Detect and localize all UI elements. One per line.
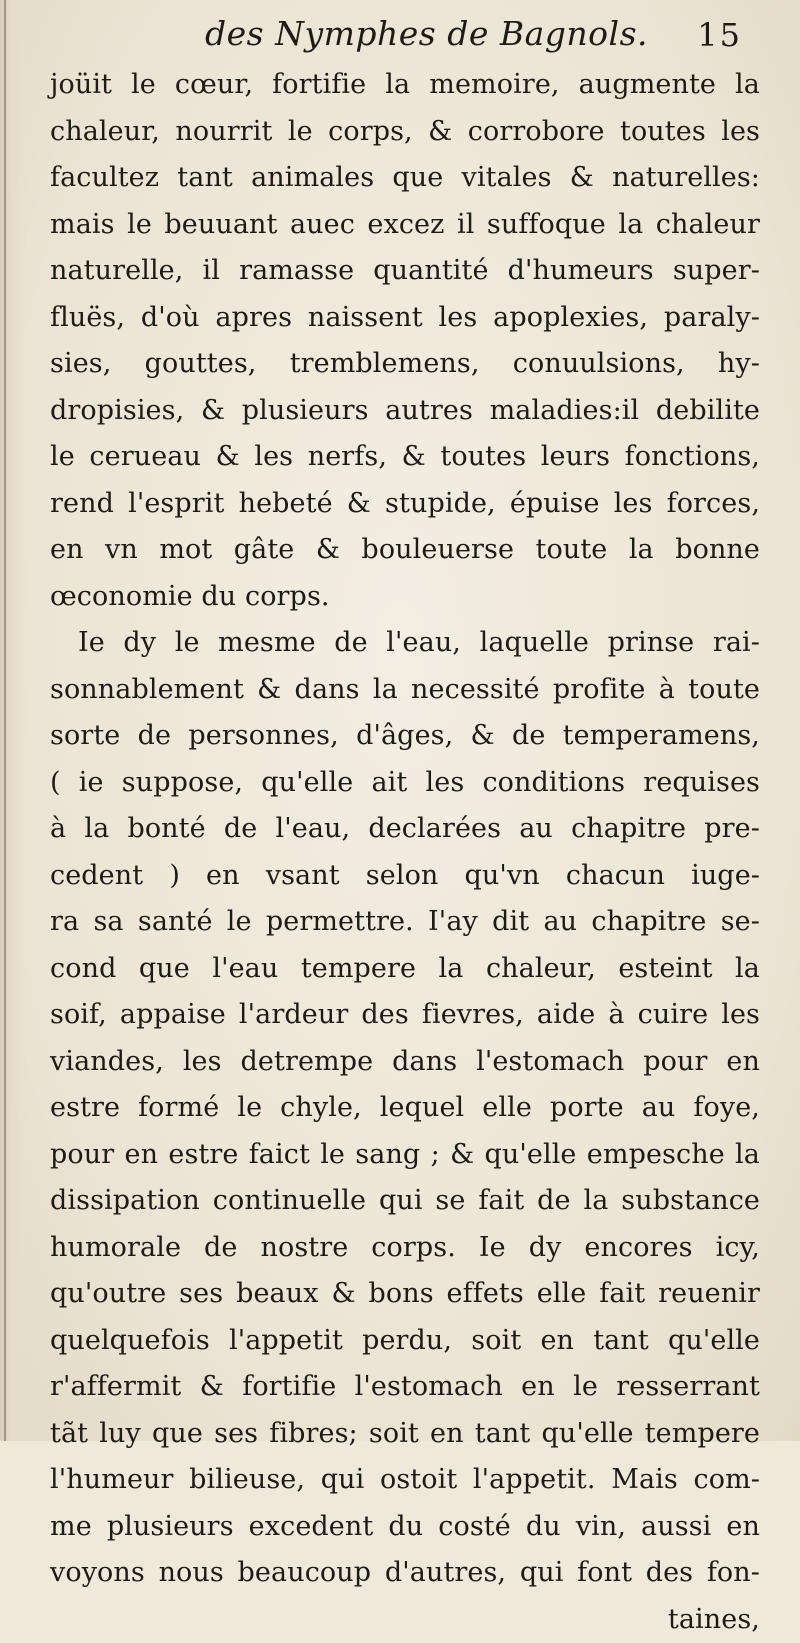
spine-edge [4,0,6,1441]
text-line: sies, gouttes, tremblemens, conuulsions, hy- [50,341,760,388]
page-number: 15 [697,16,742,54]
text-line: naturelle, il ramasse quantité d'humeurs super- [50,248,760,295]
text-line: voyons nous beaucoup d'autres, qui font des fon- [50,1550,760,1597]
text-line: qu'outre ses beaux & bons effets elle fait reuenir [50,1271,760,1318]
text-line: joüit le cœur, fortifie la memoire, augmente la [50,62,760,109]
text-line: cedent ) en vsant selon qu'vn chacun iuge- [50,853,760,900]
body-text [50,62,760,1643]
text-line: me plusieurs excedent du costé du vin, aussi en [50,1504,760,1551]
running-head [0,14,800,62]
text-line: dissipation continuelle qui se fait de la substance [50,1178,760,1225]
text-line: sorte de personnes, d'âges, & de temperamens, [50,713,760,760]
text-line: rend l'esprit hebeté & stupide, épuise les forces, [50,481,760,528]
text-line: soif, appaise l'ardeur des fievres, aide à cuire les [50,992,760,1039]
text-line: mais le beuuant auec excez il suffoque la chaleur [50,202,760,249]
catchword-line: taines, [50,1597,760,1643]
text-line: ra sa santé le permettre. I'ay dit au chapitre se- [50,899,760,946]
text-line: ( ie suppose, qu'elle ait les conditions requises [50,760,760,807]
text-line: à la bonté de l'eau, declarées au chapitre pre- [50,806,760,853]
running-title: des Nymphes de Bagnols. [205,14,648,53]
text-line: chaleur, nourrit le corps, & corrobore toutes les [50,109,760,156]
paragraph-end-line: œconomie du corps. [50,574,760,621]
text-line: pour en estre faict le sang ; & qu'elle empesche la [50,1132,760,1179]
text-line: dropisies, & plusieurs autres maladies:il debilite [50,388,760,435]
text-line: fluës, d'où apres naissent les apoplexies, paraly- [50,295,760,342]
text-line: en vn mot gâte & bouleuerse toute la bonne [50,527,760,574]
text-line: sonnablement & dans la necessité profite à toute [50,667,760,714]
text-line: l'humeur bilieuse, qui ostoit l'appetit. Mais com- [50,1457,760,1504]
text-line: r'affermit & fortifie l'estomach en le resserrant [50,1364,760,1411]
text-line: quelquefois l'appetit perdu, soit en tant qu'elle [50,1318,760,1365]
text-line: estre formé le chyle, lequel elle porte au foye, [50,1085,760,1132]
text-line: cond que l'eau tempere la chaleur, esteint la [50,946,760,993]
text-line: facultez tant animales que vitales & naturelles: [50,155,760,202]
paragraph-start-line: Ie dy le mesme de l'eau, laquelle prinse rai- [50,620,760,667]
text-line: le cerueau & les nerfs, & toutes leurs fonctions, [50,434,760,481]
text-line: tãt luy que ses fibres; soit en tant qu'elle tempere [50,1411,760,1458]
text-line: viandes, les detrempe dans l'estomach pour en [50,1039,760,1086]
text-line: humorale de nostre corps. Ie dy encores icy, [50,1225,760,1272]
